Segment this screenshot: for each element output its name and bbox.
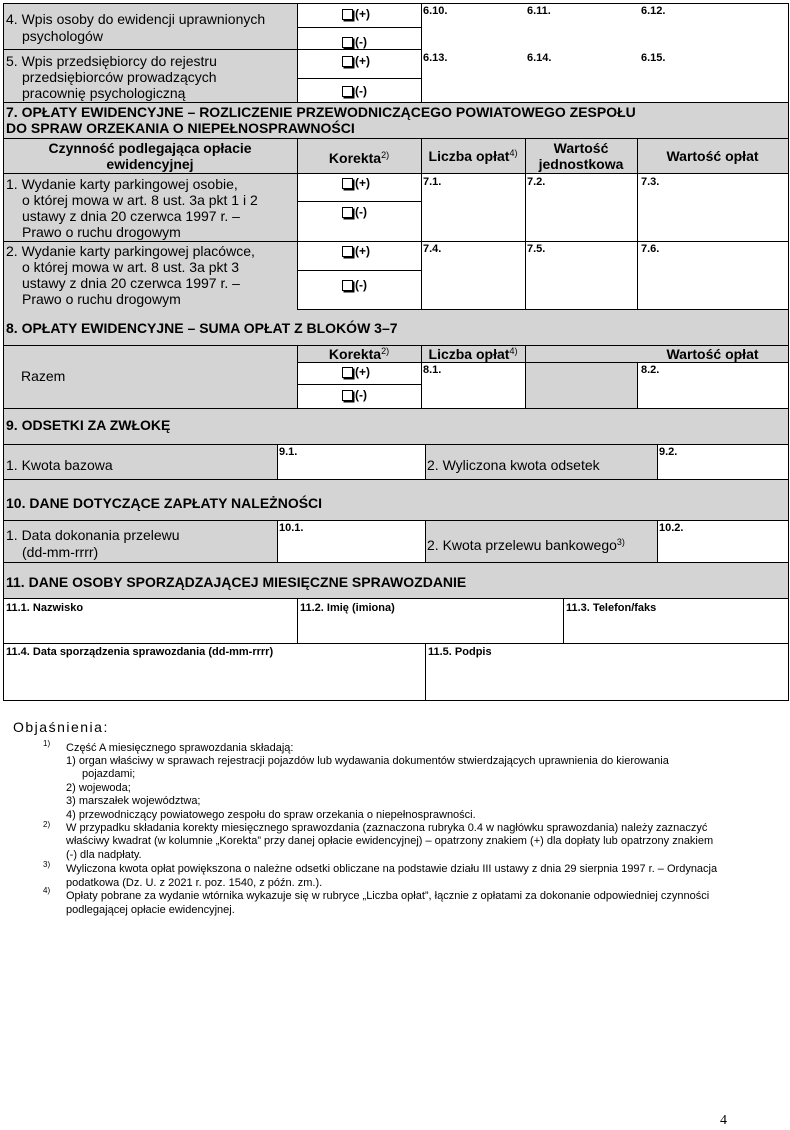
- footnote-3-line-2: podatkowa (Dz. U. z 2021 r. poz. 1540, z późn. zm.).: [66, 877, 323, 889]
- sec7-row1-3: ustawy z dnia 20 czerwca 1997 r. –: [22, 208, 240, 224]
- field-9-2: 9.2.: [659, 446, 678, 458]
- sec8-mid-gray: [525, 362, 637, 408]
- sec7-row2-4: Prawo o ruchu drogowym: [22, 291, 181, 307]
- footnote-mark-1: 1): [43, 739, 51, 748]
- checkbox-icon: [342, 86, 353, 97]
- sec7-row2-plus-checkbox[interactable]: (+): [342, 244, 370, 258]
- footnote-1-line-3: pojazdami;: [82, 768, 136, 780]
- imie-field[interactable]: 11.2. Imię (imiona): [300, 602, 395, 614]
- sec7-row1-minus-checkbox[interactable]: (-): [342, 205, 367, 219]
- nazwisko-field[interactable]: 11.1. Nazwisko: [6, 602, 84, 614]
- sec9-title: 9. ODSETKI ZA ZWŁOKĘ: [6, 417, 171, 433]
- footnote-1-line-5: 3) marszałek województwa;: [66, 795, 201, 807]
- col-czynnosc-1: Czynność podlegająca opłacie: [48, 140, 252, 156]
- wyliczona-label: 2. Wyliczona kwota odsetek: [427, 457, 600, 473]
- field-10-1: 10.1.: [279, 522, 304, 534]
- checkbox-icon: [342, 178, 353, 189]
- footnote-1-line-6: 4) przewodniczący powiatowego zespołu do spraw orzekania o niepełnosprawności.: [66, 809, 476, 821]
- checkbox-icon: [342, 367, 353, 378]
- sec7-row2-1: 2. Wydanie karty parkingowej placówce,: [6, 243, 255, 259]
- sec7-title-2: DO SPRAW ORZEKANIA O NIEPEŁNOSPRAWNOŚCI: [6, 120, 355, 136]
- field-6-15: 6.15.: [641, 52, 666, 64]
- sec7-row1-1: 1. Wydanie karty parkingowej osobie,: [6, 176, 238, 192]
- row5-plus-checkbox[interactable]: (+): [342, 54, 370, 68]
- sec8-col-liczba: Liczba opłat$^{4)}$: [428, 346, 518, 362]
- kwota-bazowa-label: 1. Kwota bazowa: [6, 457, 113, 473]
- data-sporzadzenia-field[interactable]: 11.4. Data sporządzenia sprawozdania (dd-mm-rrrr): [6, 646, 274, 658]
- field-6-10: 6.10.: [423, 5, 448, 17]
- checkbox-icon: [342, 207, 353, 218]
- sec8-plus-checkbox[interactable]: (+): [342, 365, 370, 379]
- kwota-przelewu-label: 2. Kwota przelewu bankowego$^{3)}$: [427, 537, 625, 553]
- footnote-1-line-1: Część A miesięcznego sprawozdania składają:: [66, 742, 294, 754]
- row4-minus-checkbox[interactable]: (-): [342, 35, 367, 49]
- footnote-mark-3: 3): [43, 860, 51, 869]
- footnote-2-line-2: właściwy kwadrat (w kolumnie „Korekta” przy danej opłacie ewidencyjnej) – opatrzony znakiem (+) dla dopłaty lub opatrzony znakiem: [66, 835, 714, 847]
- telefon-field[interactable]: 11.3. Telefon/faks: [566, 602, 657, 614]
- footnotes-heading: Objaśnienia:: [13, 719, 109, 735]
- sec8-minus-checkbox[interactable]: (-): [342, 388, 367, 402]
- checkbox-icon: [342, 56, 353, 67]
- footnote-4-line-2: podlegającej opłacie ewidencyjnej.: [66, 904, 235, 916]
- row5-label-1: 5. Wpis przedsiębiorcy do rejestru: [6, 53, 217, 69]
- sec10-title: 10. DANE DOTYCZĄCE ZAPŁATY NALEŻNOŚCI: [6, 495, 323, 511]
- row5-minus-checkbox[interactable]: (-): [342, 84, 367, 98]
- col-wartosc-jedn-2: jednostkowa: [538, 156, 624, 172]
- footnote-2-line-3: (-) dla nadpłaty.: [66, 849, 142, 861]
- field-6-11: 6.11.: [527, 5, 551, 17]
- sec7-row1-plus-checkbox[interactable]: (+): [342, 176, 370, 190]
- row4-label-2: psychologów: [22, 28, 103, 44]
- col-czynnosc-2: ewidencyjnej: [106, 156, 194, 172]
- sec7-title-1: 7. OPŁATY EWIDENCYJNE – ROZLICZENIE PRZEWODNICZĄCEGO POWIATOWEGO ZESPOŁU: [6, 104, 636, 120]
- sec7-row1-2: o której mowa w art. 8 ust. 3a pkt 1 i 2: [22, 192, 258, 208]
- col-liczba: Liczba opłat$^{4)}$: [428, 148, 518, 164]
- col-wartosc-jedn-1: Wartość: [553, 140, 609, 156]
- page-number: 4: [720, 1113, 727, 1128]
- sec8-title: 8. OPŁATY EWIDENCYJNE – SUMA OPŁAT Z BLOKÓW 3–7: [6, 320, 398, 336]
- footnote-3-line-1: Wyliczona kwota opłat powiększona o należne odsetki obliczane na podstawie działu III ustawy z dnia 29 sierpnia 1997 r. – Ordynacja: [66, 863, 718, 875]
- row5-label-3: pracownię psychologiczną: [22, 85, 186, 101]
- col-wartosc-oplat: Wartość opłat: [666, 148, 759, 164]
- sec7-row2-3: ustawy z dnia 20 czerwca 1997 r. –: [22, 275, 240, 291]
- footnote-4-line-1: Opłaty pobrane za wydanie wtórnika wykazuje się w rubryce „Liczba opłat”, łącznie z opłatami za dokonanie odpowiedniej czynności: [66, 890, 710, 902]
- data-przelewu-1: 1. Data dokonania przelewu: [6, 527, 180, 543]
- field-9-1: 9.1.: [279, 446, 298, 458]
- field-10-2: 10.2.: [659, 522, 684, 534]
- sec11-title: 11. DANE OSOBY SPORZĄDZAJĄCEJ MIESIĘCZNE SPRAWOZDANIE: [6, 574, 467, 590]
- sec8-col-korekta: Korekta$^{2)}$: [328, 346, 390, 362]
- checkbox-icon: [342, 37, 353, 48]
- field-7-1: 7.1.: [423, 176, 442, 188]
- razem-label: Razem: [21, 368, 66, 384]
- checkbox-icon: [342, 390, 353, 401]
- footnote-2-line-1: W przypadku składania korekty miesięcznego sprawozdania (zaznaczona rubryka 0.4 w nagłówku sprawozdania) należy zaznaczyć: [66, 822, 708, 834]
- field-6-14: 6.14.: [527, 52, 552, 64]
- field-7-5: 7.5.: [527, 243, 546, 255]
- checkbox-icon: [342, 280, 353, 291]
- field-6-13: 6.13.: [423, 52, 448, 64]
- data-przelewu-2: (dd-mm-rrrr): [22, 544, 99, 560]
- field-8-1: 8.1.: [423, 364, 442, 376]
- footnote-1-line-4: 2) wojewoda;: [66, 782, 131, 794]
- footnote-1-line-2: 1) organ właściwy w sprawach rejestracji pojazdów lub wydawania dokumentów stwierdzających uprawnienia do kierowania: [66, 755, 669, 767]
- row4-plus-checkbox[interactable]: (+): [342, 7, 370, 21]
- sec7-row1-4: Prawo o ruchu drogowym: [22, 224, 181, 240]
- field-7-6: 7.6.: [641, 243, 660, 255]
- field-6-12: 6.12.: [641, 5, 666, 17]
- podpis-field[interactable]: 11.5. Podpis: [428, 646, 492, 658]
- sec8-col-wartosc: Wartość opłat: [666, 346, 759, 362]
- col-korekta: Korekta$^{2)}$: [328, 150, 390, 166]
- field-7-4: 7.4.: [423, 243, 442, 255]
- field-8-2: 8.2.: [641, 364, 660, 376]
- row5-label-2: przedsiębiorców prowadzących: [22, 69, 217, 85]
- footnote-mark-4: 4): [43, 886, 51, 895]
- checkbox-icon: [342, 9, 353, 20]
- row4-label-1: 4. Wpis osoby do ewidencji uprawnionych: [6, 11, 266, 27]
- sec7-row2-minus-checkbox[interactable]: (-): [342, 278, 367, 292]
- checkbox-icon: [342, 246, 353, 257]
- field-7-3: 7.3.: [641, 176, 660, 188]
- footnote-mark-2: 2): [43, 820, 51, 829]
- field-7-2: 7.2.: [527, 176, 546, 188]
- sec7-row2-2: o której mowa w art. 8 ust. 3a pkt 3: [22, 259, 240, 275]
